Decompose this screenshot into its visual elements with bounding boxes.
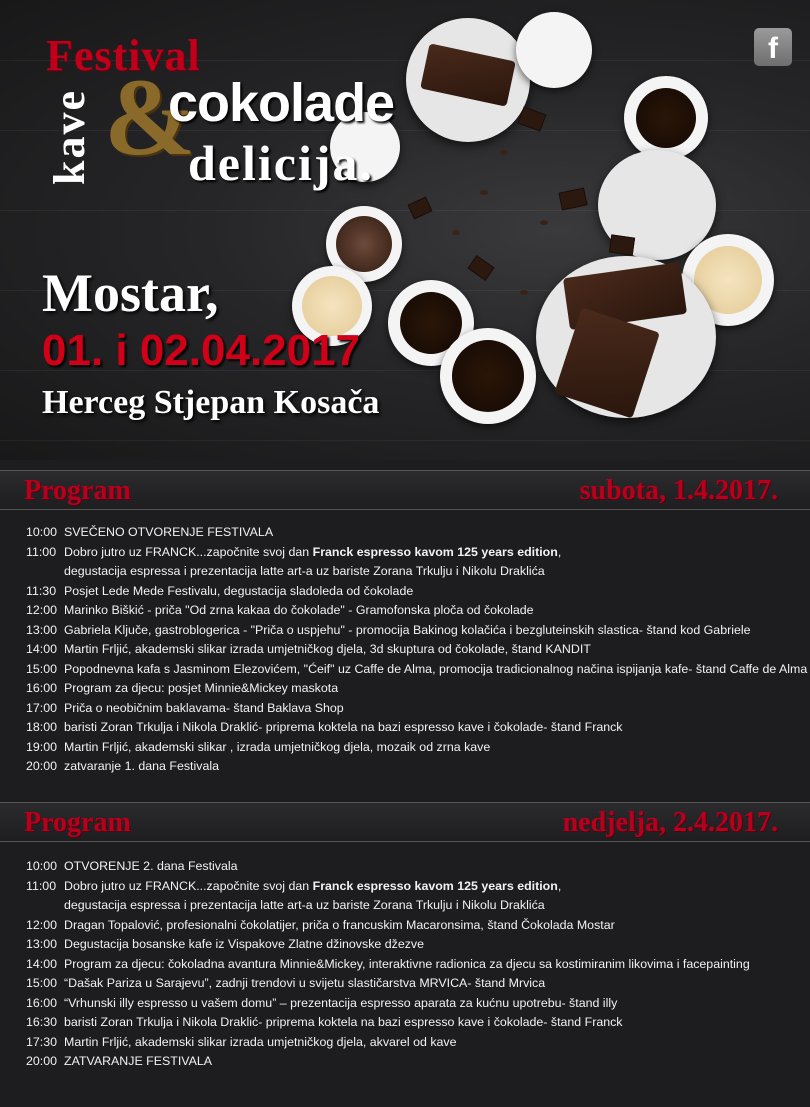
schedule-row <box>26 994 802 1014</box>
schedule-row <box>26 757 802 777</box>
schedule-time: 10:00 <box>26 525 58 539</box>
schedule-row <box>26 699 802 719</box>
schedule-text <box>64 877 802 897</box>
white-cup-icon <box>516 12 592 88</box>
schedule-time: 15:00 <box>26 976 58 990</box>
program-title: Program <box>24 475 131 506</box>
schedule-text-part: , <box>557 878 562 893</box>
schedule-day1 <box>26 523 808 777</box>
schedule-text: baristi Zoran Trkulja i Nikola Draklić- priprema koktela na bazi espresso kave i čokolade- štand Franck <box>64 720 623 734</box>
schedule-row <box>26 660 808 680</box>
program-title: Program <box>24 807 131 838</box>
schedule-text: zatvaranje 1. dana Festivala <box>64 759 219 773</box>
schedule-text: Martin Frljić, akademski slikar , izrada umjetničkog djela, mozaik od zrna kave <box>64 739 491 754</box>
logo-delicija-text: delicija. <box>188 135 375 191</box>
schedule-text: Priča o neobičnim baklavama- štand Baklava Shop <box>64 700 344 715</box>
program-day-label: subota, 1.4.2017. <box>579 475 778 506</box>
facebook-icon[interactable]: f <box>754 28 792 66</box>
schedule-row <box>26 877 802 897</box>
program-header-day2 <box>0 802 810 842</box>
schedule-time: 14:00 <box>26 642 58 656</box>
schedule-text: Degustacija bosanske kafe iz Vispakove Zlatne džinovske džezve <box>64 937 424 951</box>
schedule-text: OTVORENJE 2. dana Festivala <box>64 859 238 873</box>
hero-image <box>0 0 810 460</box>
schedule-time: 20:00 <box>26 1054 58 1068</box>
schedule-text: Dragan Topalović, profesionalni čokolatijer, priča o francuskim Macaronsima, štand Čokolada Mostar <box>64 917 615 932</box>
schedule-row <box>26 1052 802 1072</box>
schedule-text: Program za djecu: posjet Minnie&Mickey maskota <box>64 681 339 695</box>
schedule-row <box>26 935 802 955</box>
schedule-row <box>26 543 802 563</box>
schedule-time: 17:00 <box>26 700 58 715</box>
schedule-text: ZATVARANJE FESTIVALA <box>64 1054 213 1068</box>
schedule-time: 11:00 <box>26 878 57 893</box>
schedule-time: 16:00 <box>26 681 58 695</box>
schedule-row <box>26 640 802 660</box>
schedule-text <box>64 543 802 563</box>
schedule-time: 17:30 <box>26 1034 58 1049</box>
schedule-text-highlight: Franck espresso kavom 125 years edition <box>312 544 558 559</box>
schedule-row <box>26 582 802 602</box>
schedule-time: 11:00 <box>26 544 57 559</box>
schedule-text: Popodnevna kafa s Jasminom Elezovićem, "Ćeif" uz Caffe de Alma, promocija tradicionalnog načina ispijanja kafe- štand Caffe de Alma <box>64 661 808 676</box>
schedule-text: “Vrhunski illy espresso u vašem domu” – prezentacija espresso aparata za kućnu upotrebu- štand illy <box>64 995 618 1010</box>
schedule-time: 18:00 <box>26 720 58 734</box>
schedule-row-continuation: degustacija espressa i prezentacija latte art-a uz bariste Zorana Trkulju i Nikolu Draklića <box>64 898 545 912</box>
chocolate-piece-icon <box>518 106 547 131</box>
schedule-text: SVEČENO OTVORENJE FESTIVALA <box>64 525 274 539</box>
schedule-row <box>26 718 802 738</box>
event-city: Mostar, <box>42 263 219 323</box>
schedule-row <box>26 857 802 877</box>
schedule-time: 19:00 <box>26 739 58 754</box>
schedule-row <box>26 738 802 758</box>
schedule-row <box>26 679 802 699</box>
schedule-text: Martin Frljić, akademski slikar izrada umjetničkog djela, 3d skuptura od čokolade, štand KANDIT <box>64 642 591 656</box>
schedule-text: Gabriela Ključe, gastroblogerica - "Priča o uspjehu" - promocija Bakinog kolačića i bezgluteinskih slastica- štand kod Gabriele <box>64 622 751 637</box>
schedule-row <box>26 916 802 936</box>
schedule-time: 10:00 <box>26 859 58 873</box>
schedule-row <box>26 955 802 975</box>
schedule-text: baristi Zoran Trkulja i Nikola Draklić- priprema koktela na bazi espresso kave i čokolade- štand Franck <box>64 1015 623 1029</box>
event-dates: 01. i 02.04.2017 <box>42 326 361 375</box>
schedule-text-part: , <box>557 544 562 559</box>
schedule-time: 13:00 <box>26 937 58 951</box>
coffee-bean-icon <box>500 150 508 155</box>
logo-festival-text: Festival <box>46 31 201 80</box>
schedule-text: Martin Frljić, akademski slikar izrada umjetničkog djela, akvarel od kave <box>64 1034 457 1049</box>
event-venue: Herceg Stjepan Kosača <box>42 384 380 421</box>
schedule-row <box>26 974 802 994</box>
schedule-text: “Dašak Pariza u Sarajevu”, zadnji trendovi u svijetu slastičarstva MRVICA- štand Mrvica <box>64 976 546 990</box>
schedule-row <box>26 601 802 621</box>
schedule-time: 16:30 <box>26 1015 58 1029</box>
schedule-time: 14:00 <box>26 956 58 971</box>
schedule-text: Posjet Lede Mede Festivalu, degustacija sladoleda od čokolade <box>64 583 414 598</box>
schedule-text-highlight: Franck espresso kavom 125 years edition <box>312 878 558 893</box>
schedule-row <box>26 523 802 543</box>
schedule-time: 16:00 <box>26 995 58 1010</box>
schedule-time: 15:00 <box>26 661 58 676</box>
program-day-label: nedjelja, 2.4.2017. <box>562 807 778 838</box>
schedule-row <box>26 621 802 641</box>
schedule-text: Marinko Biškić - priča "Od zrna kakaa do čokolade" - Gramofonska ploča od čokolade <box>64 603 534 617</box>
schedule-time: 20:00 <box>26 759 58 773</box>
schedule-text-part: Dobro jutro uz FRANCK...započnite svoj dan <box>64 544 313 559</box>
schedule-text-part: Dobro jutro uz FRANCK...započnite svoj dan <box>64 878 313 893</box>
logo-cokolade-text: cokolade <box>168 73 395 133</box>
schedule-time: 11:30 <box>26 583 57 598</box>
schedule-time: 12:00 <box>26 603 58 617</box>
schedule-time: 13:00 <box>26 622 58 637</box>
schedule-day2 <box>26 857 802 1072</box>
program-header-day1 <box>0 470 810 510</box>
schedule-row <box>26 1013 802 1033</box>
logo-kave-text: kave <box>45 89 94 185</box>
schedule-time: 12:00 <box>26 917 58 932</box>
schedule-text: Program za djecu: čokoladna avantura Minnie&Mickey, interaktivne radionica za djecu sa kostimiranim likovima i facepainting <box>64 956 750 971</box>
schedule-row <box>26 1033 802 1053</box>
schedule-row-continuation: degustacija espressa i prezentacija latte art-a uz bariste Zorana Trkulju i Nikolu Draklića <box>64 564 545 578</box>
logo-ampersand: & <box>104 56 196 178</box>
